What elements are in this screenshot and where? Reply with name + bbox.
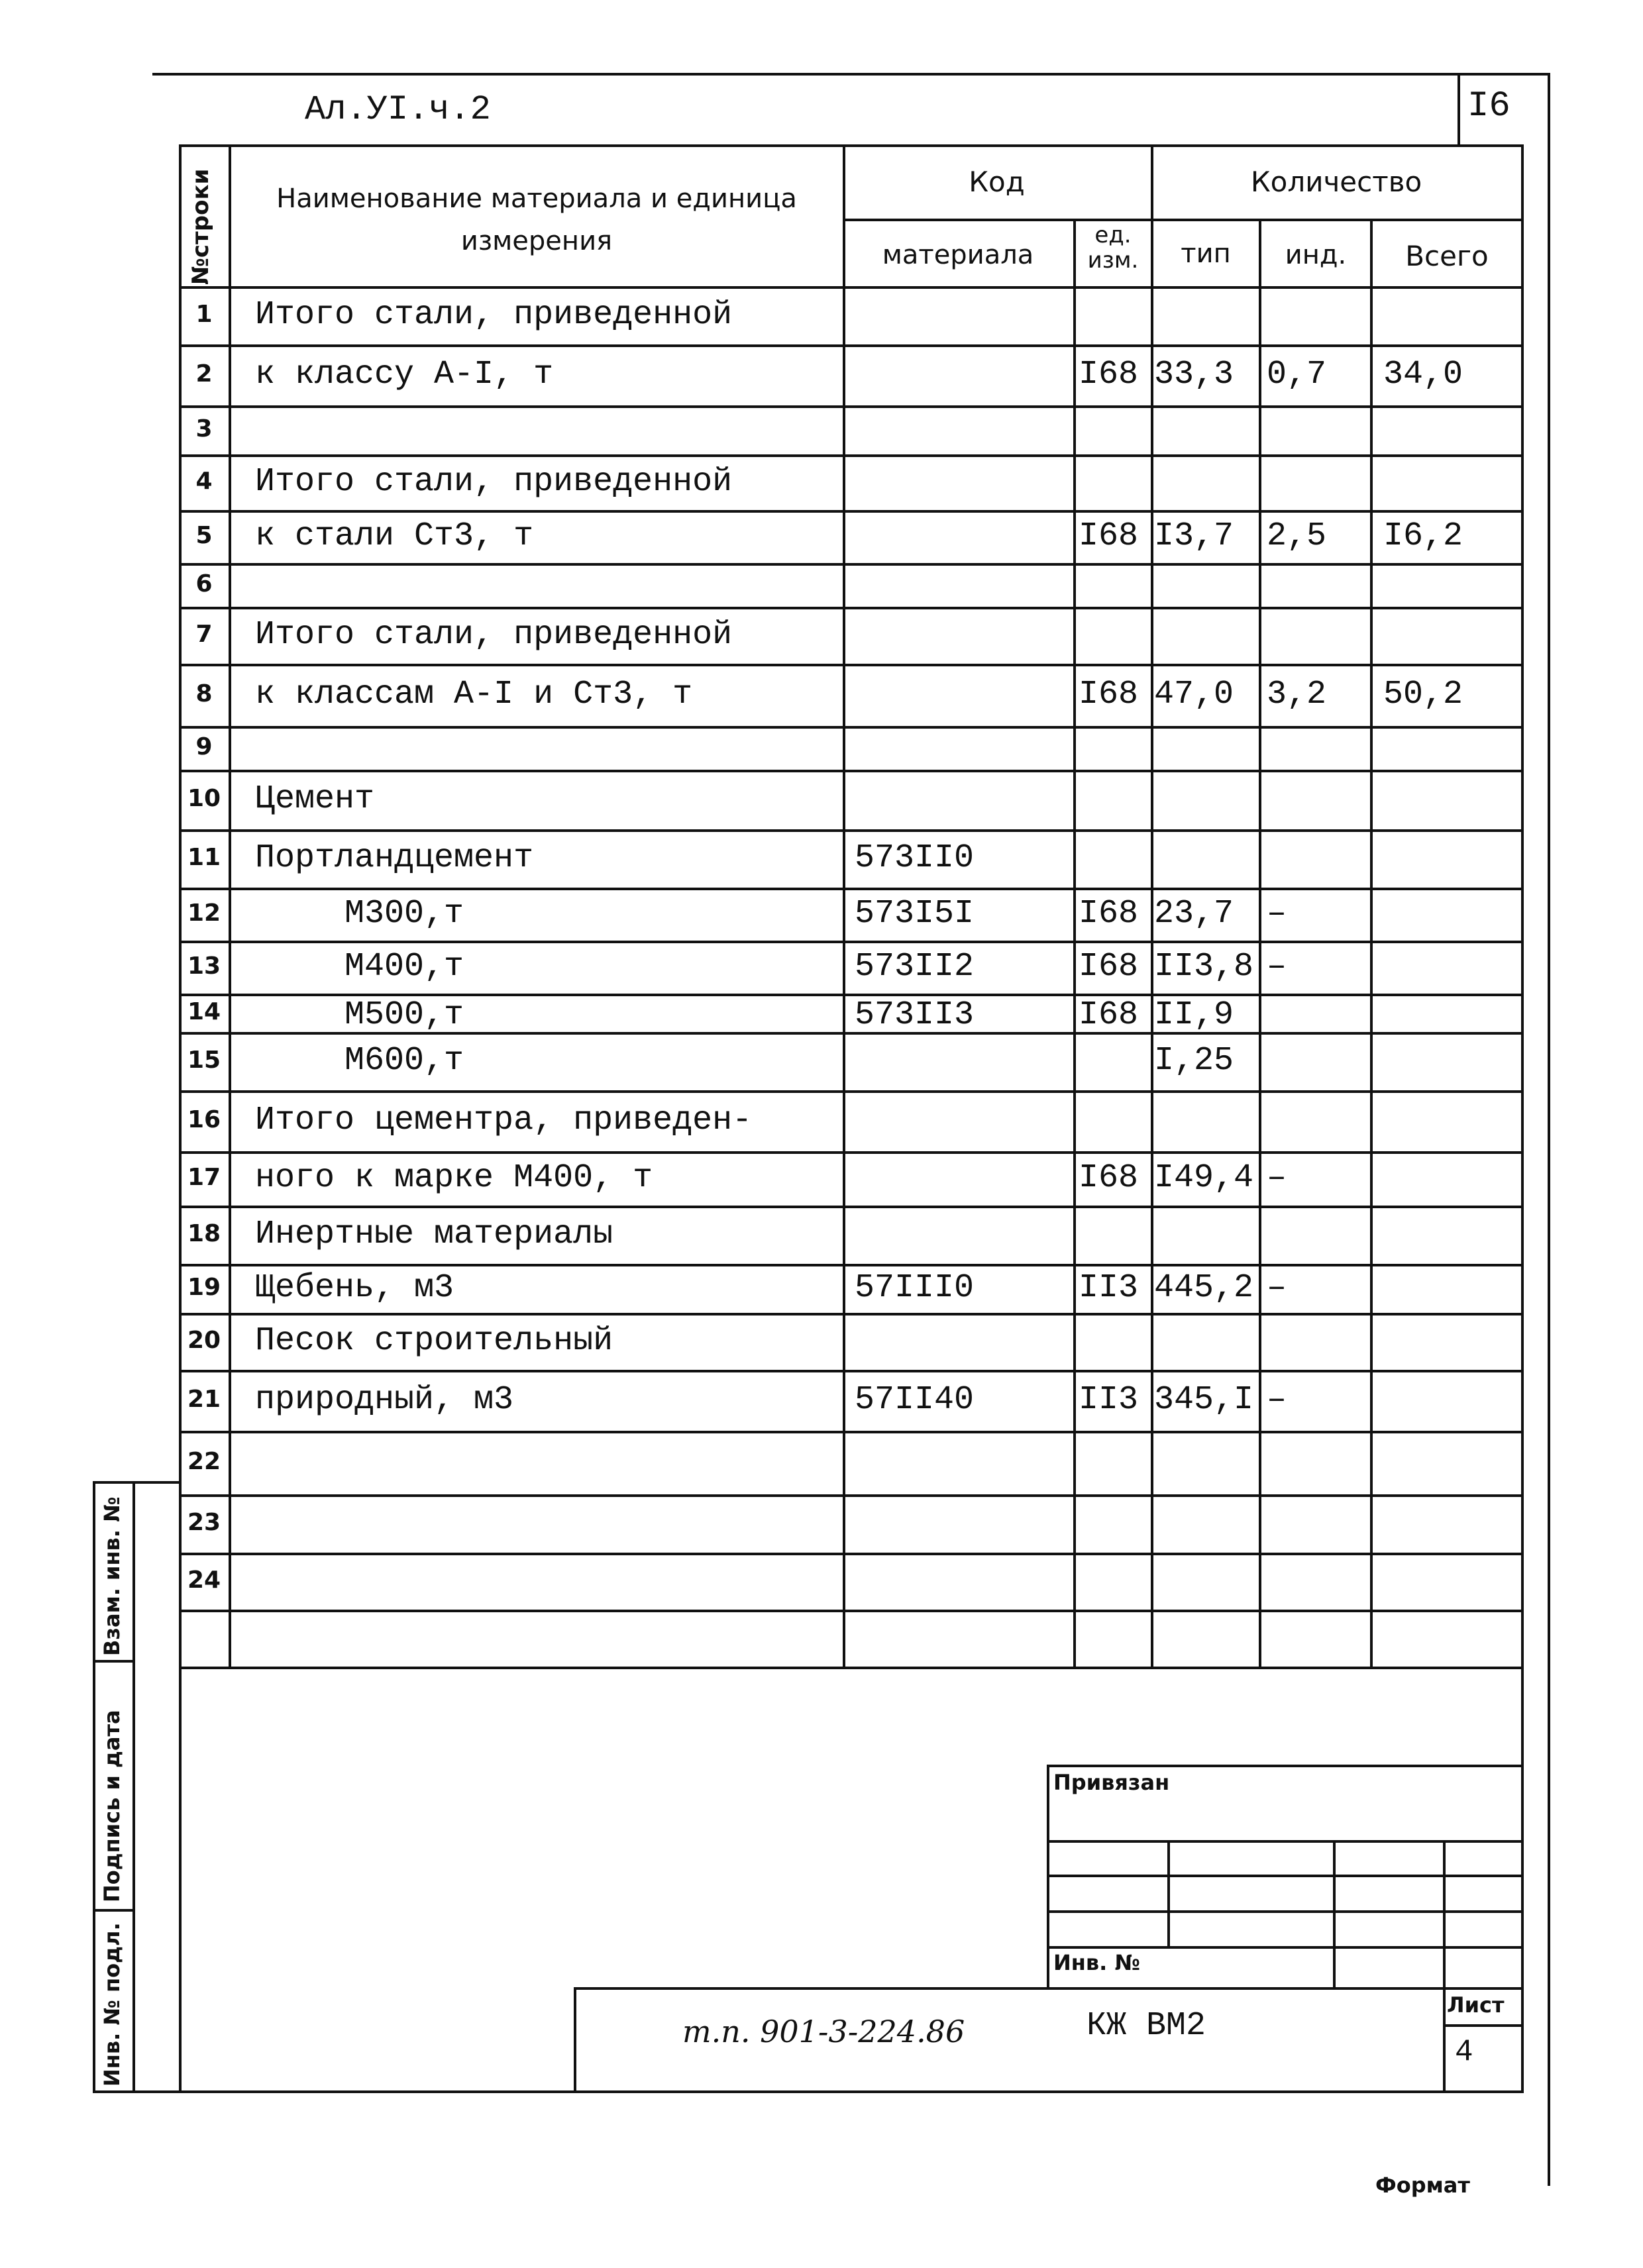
row-number: 19 <box>187 1274 221 1301</box>
row-unit: I68 <box>1079 948 1139 986</box>
row-total: 50,2 <box>1383 676 1463 713</box>
project-code: т.п. 901-3-224.86 <box>682 2014 965 2049</box>
header-code: Код <box>969 166 1025 198</box>
row-number: 5 <box>195 522 213 549</box>
row-type: 445,2 <box>1154 1269 1254 1307</box>
row-ind: – <box>1267 895 1287 933</box>
page-number: I6 <box>1467 86 1510 127</box>
row-name: Щебень, м3 <box>255 1269 454 1307</box>
format-label: Формат <box>1375 2173 1470 2198</box>
row-name: М500,т <box>344 996 464 1034</box>
row-ind: 3,2 <box>1267 676 1327 713</box>
row-number: 3 <box>195 415 213 442</box>
row-type: 345,I <box>1154 1381 1254 1419</box>
header-qty-ind: инд. <box>1285 240 1347 270</box>
row-type: I3,7 <box>1154 517 1234 555</box>
row-number: 21 <box>187 1386 221 1413</box>
row-total: 34,0 <box>1383 356 1463 393</box>
row-number: 9 <box>195 733 213 760</box>
row-number: 7 <box>195 621 213 648</box>
row-name: Песок строительный <box>255 1322 613 1360</box>
row-type: I,25 <box>1154 1042 1234 1080</box>
header-qty-type: тип <box>1181 238 1231 269</box>
row-name: к классам А-I и Ст3, т <box>255 676 693 713</box>
row-number: 2 <box>195 360 213 387</box>
row-number: 13 <box>187 953 221 980</box>
header-row-no: №строки <box>187 168 214 285</box>
row-name: Итого стали, приведенной <box>255 616 733 654</box>
row-number: 14 <box>187 998 221 1025</box>
row-code: 573II3 <box>855 996 975 1034</box>
row-code: 573I5I <box>855 895 975 933</box>
row-number: 17 <box>187 1164 221 1191</box>
row-name: Портландцемент <box>255 839 534 877</box>
header-name: Наименование материала и единица измерения <box>276 183 797 256</box>
row-number: 20 <box>187 1327 221 1354</box>
bound-label: Привязан <box>1053 1770 1170 1795</box>
row-code: 573II2 <box>855 948 975 986</box>
header-code-material: материала <box>882 240 1034 270</box>
header-quantity: Количество <box>1250 166 1422 198</box>
row-number: 18 <box>187 1220 221 1247</box>
row-name: Итого стали, приведенной <box>255 296 733 334</box>
row-ind: – <box>1267 1381 1287 1419</box>
row-number: 12 <box>187 900 221 927</box>
row-ind: 0,7 <box>1267 356 1327 393</box>
row-name: Итого цементра, приведен- <box>255 1102 753 1139</box>
stamp-inv-replace: Взам. инв. № <box>99 1496 125 1656</box>
row-unit: II3 <box>1079 1381 1139 1419</box>
row-number: 22 <box>187 1448 221 1475</box>
row-name: М400,т <box>344 948 464 986</box>
row-number: 6 <box>195 570 213 597</box>
row-number: 24 <box>187 1567 221 1594</box>
stamp-sign-date: Подпись и дата <box>99 1710 125 1902</box>
header-code-unit: ед. изм. <box>1087 222 1139 274</box>
row-type: II,9 <box>1154 996 1234 1034</box>
row-name: М300,т <box>344 895 464 933</box>
row-unit: I68 <box>1079 356 1139 393</box>
row-type: I49,4 <box>1154 1159 1254 1197</box>
row-unit: I68 <box>1079 676 1139 713</box>
row-type: 23,7 <box>1154 895 1234 933</box>
row-unit: I68 <box>1079 517 1139 555</box>
row-total: I6,2 <box>1383 517 1463 555</box>
row-code: 57III0 <box>855 1269 975 1307</box>
row-name: ного к марке М400, т <box>255 1159 653 1197</box>
row-ind: – <box>1267 948 1287 986</box>
row-ind: – <box>1267 1159 1287 1197</box>
row-ind: 2,5 <box>1267 517 1327 555</box>
row-number: 10 <box>187 785 221 812</box>
stamp-inv-orig: Инв. № подл. <box>99 1922 125 2087</box>
row-number: 1 <box>195 301 213 328</box>
row-ind: – <box>1267 1269 1287 1307</box>
row-number: 8 <box>195 680 213 707</box>
row-name: Итого стали, приведенной <box>255 463 733 501</box>
row-code: 573II0 <box>855 839 975 877</box>
row-number: 4 <box>195 468 213 495</box>
row-type: 33,3 <box>1154 356 1234 393</box>
row-number: 11 <box>187 844 221 871</box>
row-name: Цемент <box>255 780 375 818</box>
row-name: к классу А-I, т <box>255 356 554 393</box>
row-type: II3,8 <box>1154 948 1254 986</box>
sheet-ref: Ал.УI.ч.2 <box>305 90 491 129</box>
row-name: М600,т <box>344 1042 464 1080</box>
row-name: Инертные материалы <box>255 1215 613 1253</box>
sheet-label: Лист <box>1447 1992 1505 2018</box>
row-unit: I68 <box>1079 996 1139 1034</box>
row-number: 15 <box>187 1047 221 1074</box>
header-qty-total: Всего <box>1405 240 1489 272</box>
row-number: 16 <box>187 1106 221 1133</box>
sheet-number: 4 <box>1455 2035 1473 2069</box>
row-unit: II3 <box>1079 1269 1139 1307</box>
inv-no-label: Инв. № <box>1053 1950 1140 1975</box>
row-name: природный, м3 <box>255 1381 514 1419</box>
row-name: к стали Ст3, т <box>255 517 534 555</box>
row-unit: I68 <box>1079 1159 1139 1197</box>
row-type: 47,0 <box>1154 676 1234 713</box>
doc-code: КЖ ВМ2 <box>1086 2007 1206 2045</box>
row-code: 57II40 <box>855 1381 975 1419</box>
row-number: 23 <box>187 1509 221 1536</box>
row-unit: I68 <box>1079 895 1139 933</box>
